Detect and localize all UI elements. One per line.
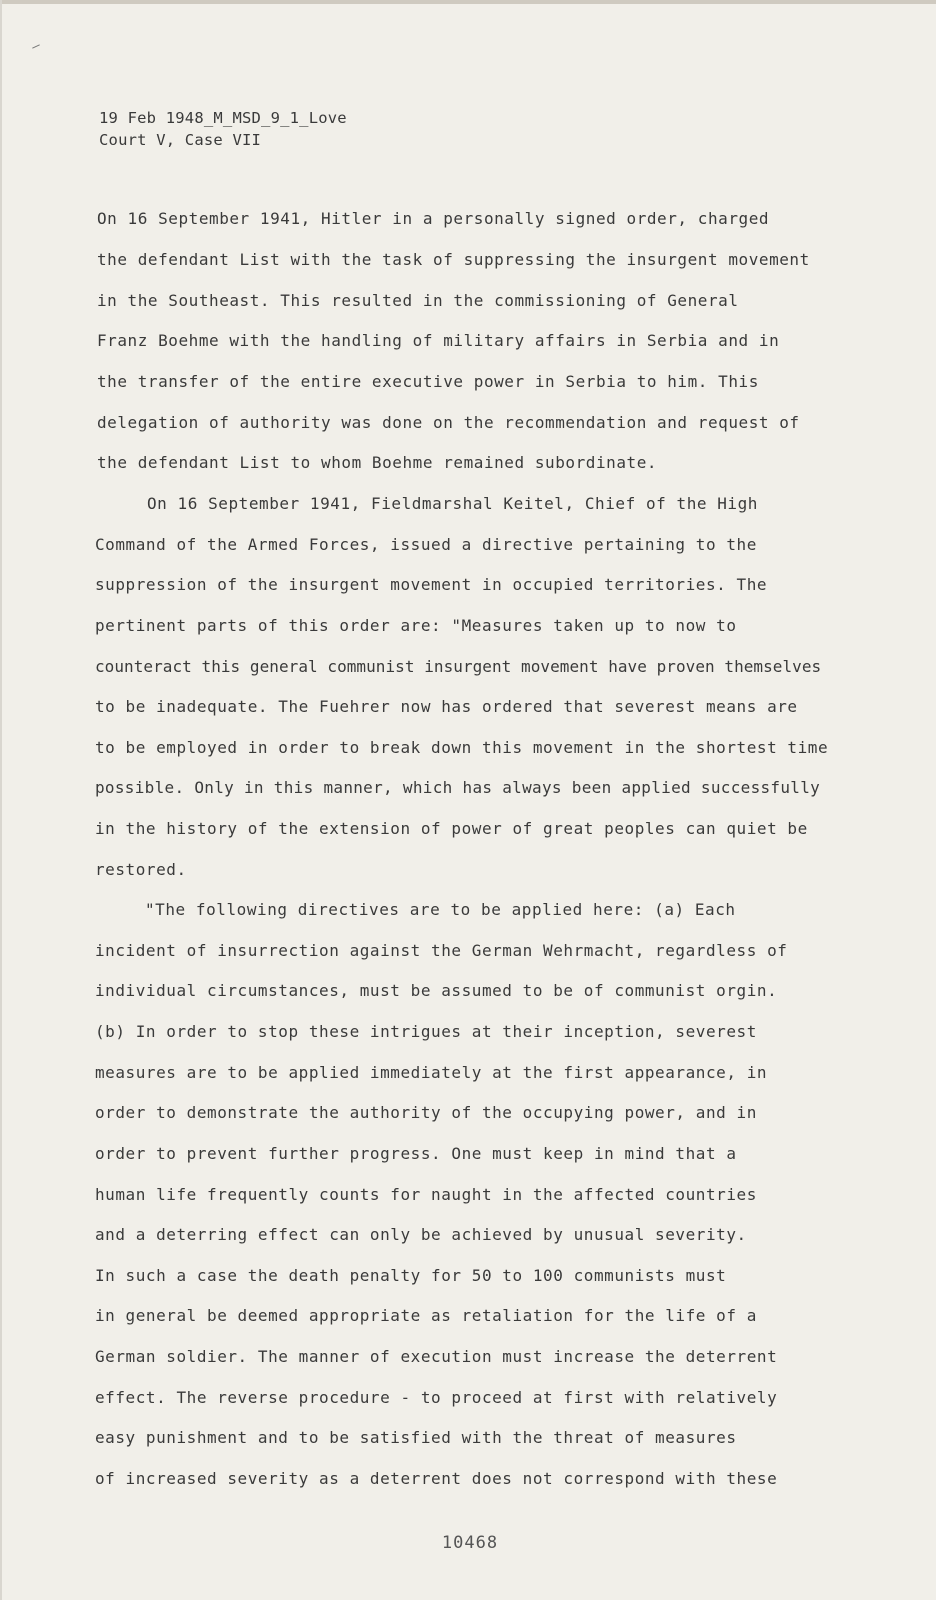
text-line: individual circumstances, must be assumed to be of communist orgin.: [95, 981, 778, 1000]
text-line: counteract this general communist insurgent movement have proven themselves: [95, 657, 822, 676]
text-line: in general be deemed appropriate as retaliation for the life of a: [95, 1306, 757, 1325]
pencil-mark: [32, 44, 40, 48]
text-line: and a deterring effect can only be achieved by unusual severity.: [95, 1225, 747, 1244]
text-line: the defendant List with the task of suppressing the insurgent movement: [97, 250, 810, 269]
text-line: pertinent parts of this order are: "Measures taken up to now to: [95, 616, 737, 635]
text-line: suppression of the insurgent movement in occupied territories. The: [95, 575, 768, 594]
text-line: "The following directives are to be applied here: (a) Each: [145, 900, 736, 919]
text-line: incident of insurrection against the German Wehrmacht, regardless of: [95, 941, 788, 960]
text-line: measures are to be applied immediately at the first appearance, in: [95, 1063, 768, 1082]
text-line: Command of the Armed Forces, issued a directive pertaining to the: [95, 535, 757, 554]
text-line: (b) In order to stop these intrigues at their inception, severest: [95, 1022, 757, 1041]
text-line: restored.: [95, 860, 187, 879]
header-reference: 19 Feb 1948_M_MSD_9_1_Love: [99, 109, 347, 127]
text-line: in the history of the extension of power of great peoples can quiet be: [95, 819, 808, 838]
text-line: Franz Boehme with the handling of military affairs in Serbia and in: [97, 331, 780, 350]
page-edge: [2, 0, 936, 4]
text-line: In such a case the death penalty for 50 to 100 communists must: [95, 1266, 727, 1285]
text-line: possible. Only in this manner, which has always been applied successfully: [95, 778, 821, 797]
text-line: On 16 September 1941, Hitler in a personally signed order, charged: [97, 209, 770, 228]
text-line: order to prevent further progress. One must keep in mind that a: [95, 1144, 737, 1163]
text-line: human life frequently counts for naught in the affected countries: [95, 1185, 757, 1204]
text-line: of increased severity as a deterrent does not correspond with these: [95, 1469, 778, 1488]
header-court-case: Court V, Case VII: [99, 131, 262, 149]
text-line: in the Southeast. This resulted in the commissioning of General: [97, 291, 739, 310]
text-line: German soldier. The manner of execution must increase the deterrent: [95, 1347, 778, 1366]
text-line: the transfer of the entire executive power in Serbia to him. This: [97, 372, 759, 391]
text-line: order to demonstrate the authority of the occupying power, and in: [95, 1103, 757, 1122]
text-line: to be employed in order to break down this movement in the shortest time: [95, 738, 829, 757]
text-line: On 16 September 1941, Fieldmarshal Keitel, Chief of the High: [147, 494, 758, 513]
text-line: delegation of authority was done on the recommendation and request of: [97, 413, 800, 432]
text-line: to be inadequate. The Fuehrer now has ordered that severest means are: [95, 697, 798, 716]
text-line: easy punishment and to be satisfied with the threat of measures: [95, 1428, 737, 1447]
text-line: effect. The reverse procedure - to proceed at first with relatively: [95, 1388, 778, 1407]
text-line: the defendant List to whom Boehme remained subordinate.: [97, 453, 658, 472]
page-number: 10468: [441, 1533, 499, 1553]
